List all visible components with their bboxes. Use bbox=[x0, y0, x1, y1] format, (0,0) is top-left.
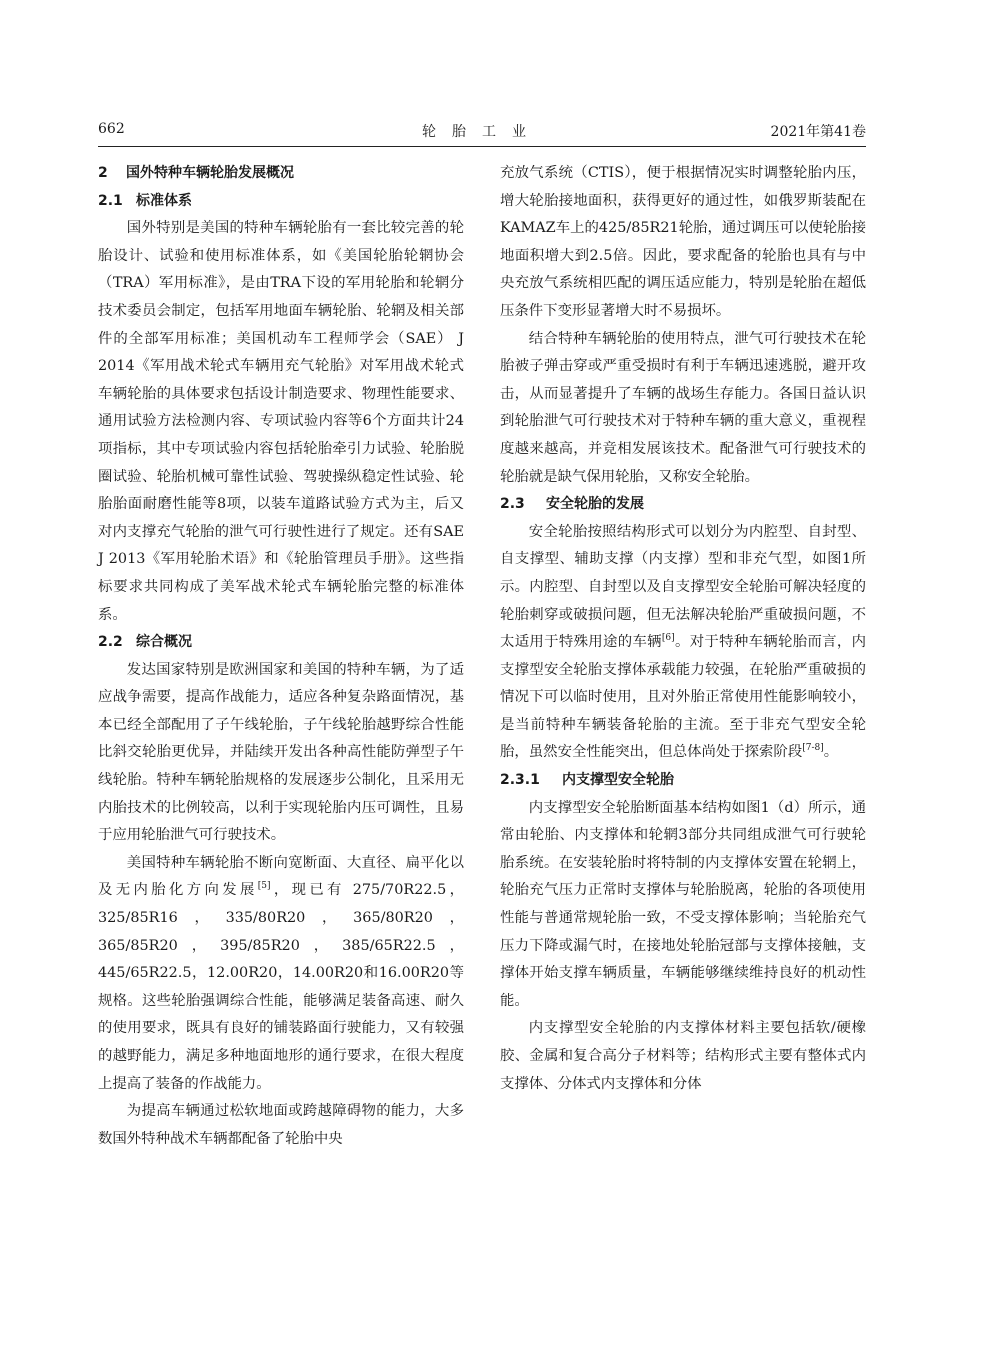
section-title: 国外特种车辆轮胎发展概况 bbox=[126, 165, 294, 181]
paragraph: 发达国家特别是欧洲国家和美国的特种车辆，为了适应战争需要，提高作战能力，适应各种复杂路面情况，基本已经全部配用了子午线轮胎，子午线轮胎越野综合性能比斜交轮胎更优异，并陆续开发出各种高性能防弹型子午线轮胎。特种车辆轮胎规格的发展逐步公制化，且采用无内胎技术的比例较高，以利于实现轮胎内压可调性，且易于应用轮胎泄气可行驶技术。 bbox=[98, 661, 464, 844]
paragraph bbox=[500, 519, 866, 767]
section-number: 2.2 bbox=[98, 634, 123, 651]
header-rule bbox=[98, 146, 866, 147]
text-run: 。 bbox=[823, 744, 839, 761]
citation-ref: [6] bbox=[661, 633, 675, 644]
section-number: 2.1 bbox=[98, 192, 123, 209]
text-run: 美国特种车辆轮胎不断向宽断面、大直径、扁平化以及无内胎化方向发展 bbox=[98, 854, 464, 899]
citation-ref: [5] bbox=[257, 881, 271, 892]
section-title: 内支撑型安全轮胎 bbox=[562, 772, 674, 789]
left-column bbox=[98, 160, 464, 1153]
paragraph: 充放气系统（CTIS），便于根据情况实时调整轮胎内压，增大轮胎接地面积，获得更好的通过性，如俄罗斯装配在KAMAZ车上的425/85R21轮胎，通过调压可以使轮胎接地面积增大到2.5倍。因此，要求配备的轮胎也具有与中央充放气系统相匹配的调压适应能力，特别是轮胎在超低压条件下变形显著增大时不易损坏。 bbox=[500, 165, 866, 319]
right-column bbox=[500, 160, 866, 1098]
paragraph: 为提高车辆通过松软地面或跨越障碍物的能力，大多数国外特种战术车辆都配备了轮胎中央 bbox=[98, 1103, 464, 1147]
section-number: 2.3.1 bbox=[500, 772, 540, 789]
section-heading-2-3-1 bbox=[500, 767, 866, 795]
journal-title: 轮胎工业 bbox=[422, 124, 542, 140]
section-heading-2-3 bbox=[500, 491, 866, 519]
section-heading-2-1 bbox=[98, 188, 464, 216]
section-title: 综合概况 bbox=[136, 634, 192, 651]
running-header bbox=[98, 121, 866, 145]
paragraph: 内支撑型安全轮胎的内支撑体材料主要包括软/硬橡胶、金属和复合高分子材料等；结构形式主要有整体式内支撑体、分体式内支撑体和分体 bbox=[500, 1020, 866, 1092]
issue-label: 2021年第41卷 bbox=[770, 124, 866, 140]
text-run: 。对于特种车辆轮胎而言，内支撑型安全轮胎支撑体承载能力较强，在轮胎严重破损的情况下可以临时使用，且对外胎正常使用性能影响较小，是当前特种车辆装备轮胎的主流。至于非充气型安全轮胎，虽然安全性能突出，但总体尚处于探索阶段 bbox=[500, 634, 866, 761]
paragraph: 结合特种车辆轮胎的使用特点，泄气可行驶技术在轮胎被子弹击穿或严重受损时有利于车辆迅速逃脱，避开攻击，从而显著提升了车辆的战场生存能力。各国日益认识到轮胎泄气可行驶技术对于特种车辆的重大意义，重视程度越来越高，并竞相发展该技术。配备泄气可行驶技术的轮胎就是缺气保用轮胎，又称安全轮胎。 bbox=[500, 330, 866, 485]
text-run: 安全轮胎按照结构形式可以划分为内腔型、自封型、自支撑型、辅助支撑（内支撑）型和非充气型，如图1所示。内腔型、自封型以及自支撑型安全轮胎可解决轻度的轮胎刺穿或破损问题，但无法解决轮胎严重破损问题，不太适用于特殊用途的车辆 bbox=[500, 523, 866, 651]
paragraph: 国外特别是美国的特种车辆轮胎有一套比较完善的轮胎设计、试验和使用标准体系，如《美国轮胎轮辋协会（TRA）军用标准》，是由TRA下设的军用轮胎和轮辋分技术委员会制定，包括军用地面车辆轮胎、轮辋及相关部件的全部军用标准；美国机动车工程师学会（SAE） J 2014《军用战术轮式车辆用充气轮胎》对军用战术轮式车辆轮胎的具体要求包括设计制造要求、物理性能要求、通用试验方法检测内容、专项试验内容等6个方面共计24项指标，其中专项试验内容包括轮胎牵引力试验、轮胎脱圈试验、轮胎机械可靠性试验、驾驶操纵稳定性试验、轮胎胎面耐磨性能等8项，以装车道路试验方式为主，后又对内支撑充气轮胎的泄气可行驶性进行了规定。还有SAE J 2013《军用轮胎术语》和《轮胎管理员手册》。这些指标要求共同构成了美军战术轮式车辆轮胎完整的标准体系。 bbox=[98, 220, 464, 623]
section-number: 2 bbox=[98, 165, 108, 181]
section-heading-2-2 bbox=[98, 629, 464, 657]
section-number: 2.3 bbox=[500, 496, 525, 513]
citation-ref: [7-8] bbox=[802, 743, 824, 754]
paragraph bbox=[98, 850, 464, 1098]
section-title: 安全轮胎的发展 bbox=[546, 496, 644, 513]
section-title: 标准体系 bbox=[136, 192, 192, 209]
text-run: ，现已有 275/70R22.5，325/85R16，335/80R20，365/80R20，365/85R20，395/85R20，385/65R22.5，445/65R22.5，12.00R20，14.00R20和16.00R20等规格。这些轮胎强调综合性能，能够满足装备高速、耐久的使用要求，既具有良好的铺装路面行驶能力，又有较强的越野能力，满足多种地面地形的通行要求，在很大程度上提高了装备的作战能力。 bbox=[98, 882, 464, 1092]
page-number: 662 bbox=[98, 121, 125, 137]
section-heading-2 bbox=[98, 160, 464, 188]
paragraph: 内支撑型安全轮胎断面基本结构如图1（d）所示，通常由轮胎、内支撑体和轮辋3部分共同组成泄气可行驶轮胎系统。在安装轮胎时将特制的内支撑体安置在轮辋上，轮胎充气压力正常时支撑体与轮胎脱离，轮胎的各项使用性能与普通常规轮胎一致，不受支撑体影响；当轮胎充气压力下降或漏气时，在接地处轮胎冠部与支撑体接触，支撑体开始支撑车辆质量，车辆能够继续维持良好的机动性能。 bbox=[500, 799, 866, 1009]
